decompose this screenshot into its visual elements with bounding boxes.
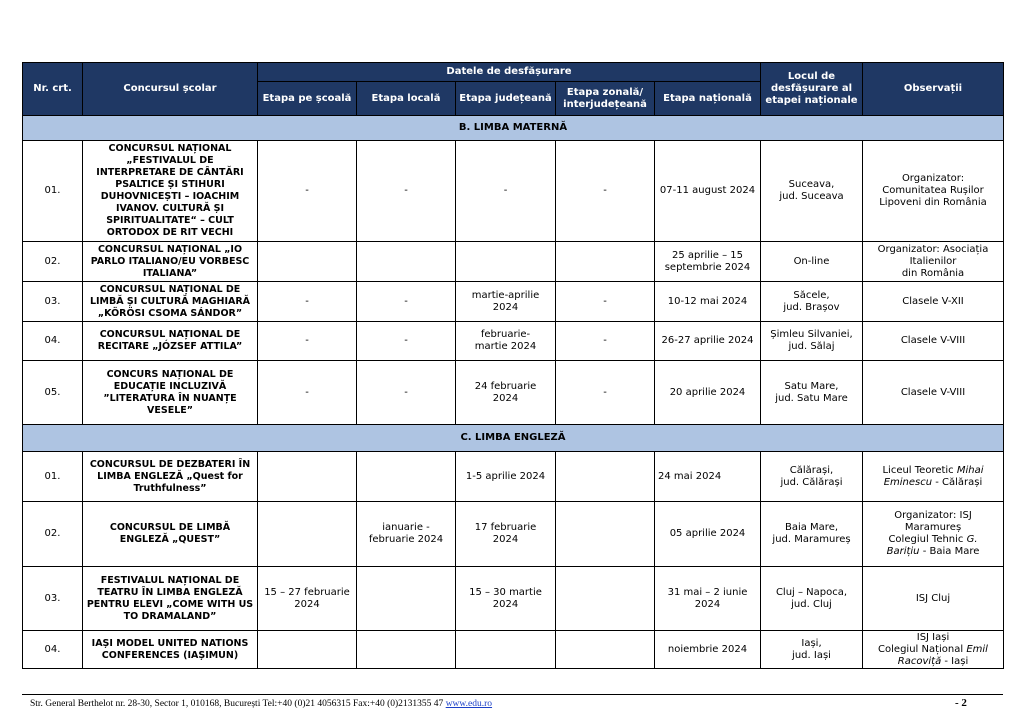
footer-link[interactable]: www.edu.ro <box>445 699 493 709</box>
competitions-table <box>22 62 1004 669</box>
table-row: 05. CONCURS NAȚIONAL DE EDUCAȚIE INCLUZIVĂ ”LITERATURA ÎN NUANȚE VESELE” - - 24 februarie 2024 - 20 aprilie 2024 Satu Mare, jud. Satu Mare Clasele V-VIII <box>23 361 1004 425</box>
page-number: - 2 <box>955 697 967 709</box>
footer-address: Str. General Berthelot nr. 28-30, Sector 1, 010168, București Tel:+40 (0)21 4056315 Fax:+40 (0)2131355 47 www.edu.ro <box>30 699 493 709</box>
table-row: 02. CONCURSUL DE LIMBĂ ENGLEZĂ „QUEST” ianuarie - februarie 2024 17 februarie 2024 05 aprilie 2024 Baia Mare, jud. Maramureș Organizator: ISJ Maramureș Colegiul Tehnic G. Barițiu - Baia Mare <box>23 502 1004 567</box>
section-limba-engleza: C. LIMBA ENGLEZĂ <box>23 425 1004 452</box>
section-limba-materna: B. LIMBA MATERNĂ <box>23 116 1004 141</box>
header-nr: Nr. crt. <box>23 63 83 116</box>
header-etapa-scoala: Etapa pe școală <box>258 82 357 116</box>
table-row: 03. FESTIVALUL NAȚIONAL DE TEATRU ÎN LIMBA ENGLEZĂ PENTRU ELEVI „COME WITH US TO DRAMALAND” 15 – 27 februarie 2024 15 – 30 martie 2024 31 mai – 2 iunie 2024 Cluj – Napoca, jud. Cluj ISJ Cluj <box>23 567 1004 631</box>
header-etapa-zonala: Etapa zonală/ interjudețeană <box>556 82 655 116</box>
header-etapa-locala: Etapa locală <box>357 82 456 116</box>
table-row: 02. CONCURSUL NAȚIONAL „IO PARLO ITALIANO/EU VORBESC ITALIANA” 25 aprilie – 15 septembrie 2024 On-line Organizator: Asociația Italienilor din România <box>23 242 1004 282</box>
table-row: 04. CONCURSUL NAȚIONAL DE RECITARE „JÓZSEF ATTILA” - - februarie- martie 2024 - 26-27 aprilie 2024 Șimleu Silvaniei, jud. Sălaj Clasele V-VIII <box>23 322 1004 361</box>
header-concurs: Concursul școlar <box>83 63 258 116</box>
footer-divider <box>22 694 1003 695</box>
header-etapa-nationala: Etapa națională <box>655 82 761 116</box>
header-observatii: Observații <box>863 63 1004 116</box>
header-datele: Datele de desfășurare <box>258 63 761 82</box>
header-locul: Locul de desfășurare al etapei naționale <box>761 63 863 116</box>
table-row: 04. IAȘI MODEL UNITED NATIONS CONFERENCES (IAȘIMUN) noiembrie 2024 Iași, jud. Iași ISJ Iași Colegiul Național Emil Racoviță - Iași <box>23 631 1004 669</box>
table-row: 01. CONCURSUL DE DEZBATERI ÎN LIMBA ENGLEZĂ „Quest for Truthfulness” 1-5 aprilie 2024 24 mai 2024 Călărași, jud. Călărași Liceul Teoretic Mihai Eminescu - Călărași <box>23 452 1004 502</box>
table-row: 01. CONCURSUL NAȚIONAL „FESTIVALUL DE INTERPRETARE DE CÂNTĂRI PSALTICE ȘI STIHURI DUHOVNICEȘTI – IOACHIM IVANOV. CULTURĂ ȘI SPIRITUALITATE“ – CULT ORTODOX DE RIT VECHI - - - - 07-11 august 2024 Suceava, jud. Suceava Organizator: Comunitatea Rușilor Lipoveni din România <box>23 141 1004 242</box>
header-etapa-judeteana: Etapa județeană <box>456 82 556 116</box>
table-row: 03. CONCURSUL NAȚIONAL DE LIMBĂ ȘI CULTURĂ MAGHIARĂ „KÖRÖSI CSOMA SÁNDOR” - - martie-aprilie 2024 - 10-12 mai 2024 Săcele, jud. Brașov Clasele V-XII <box>23 282 1004 322</box>
